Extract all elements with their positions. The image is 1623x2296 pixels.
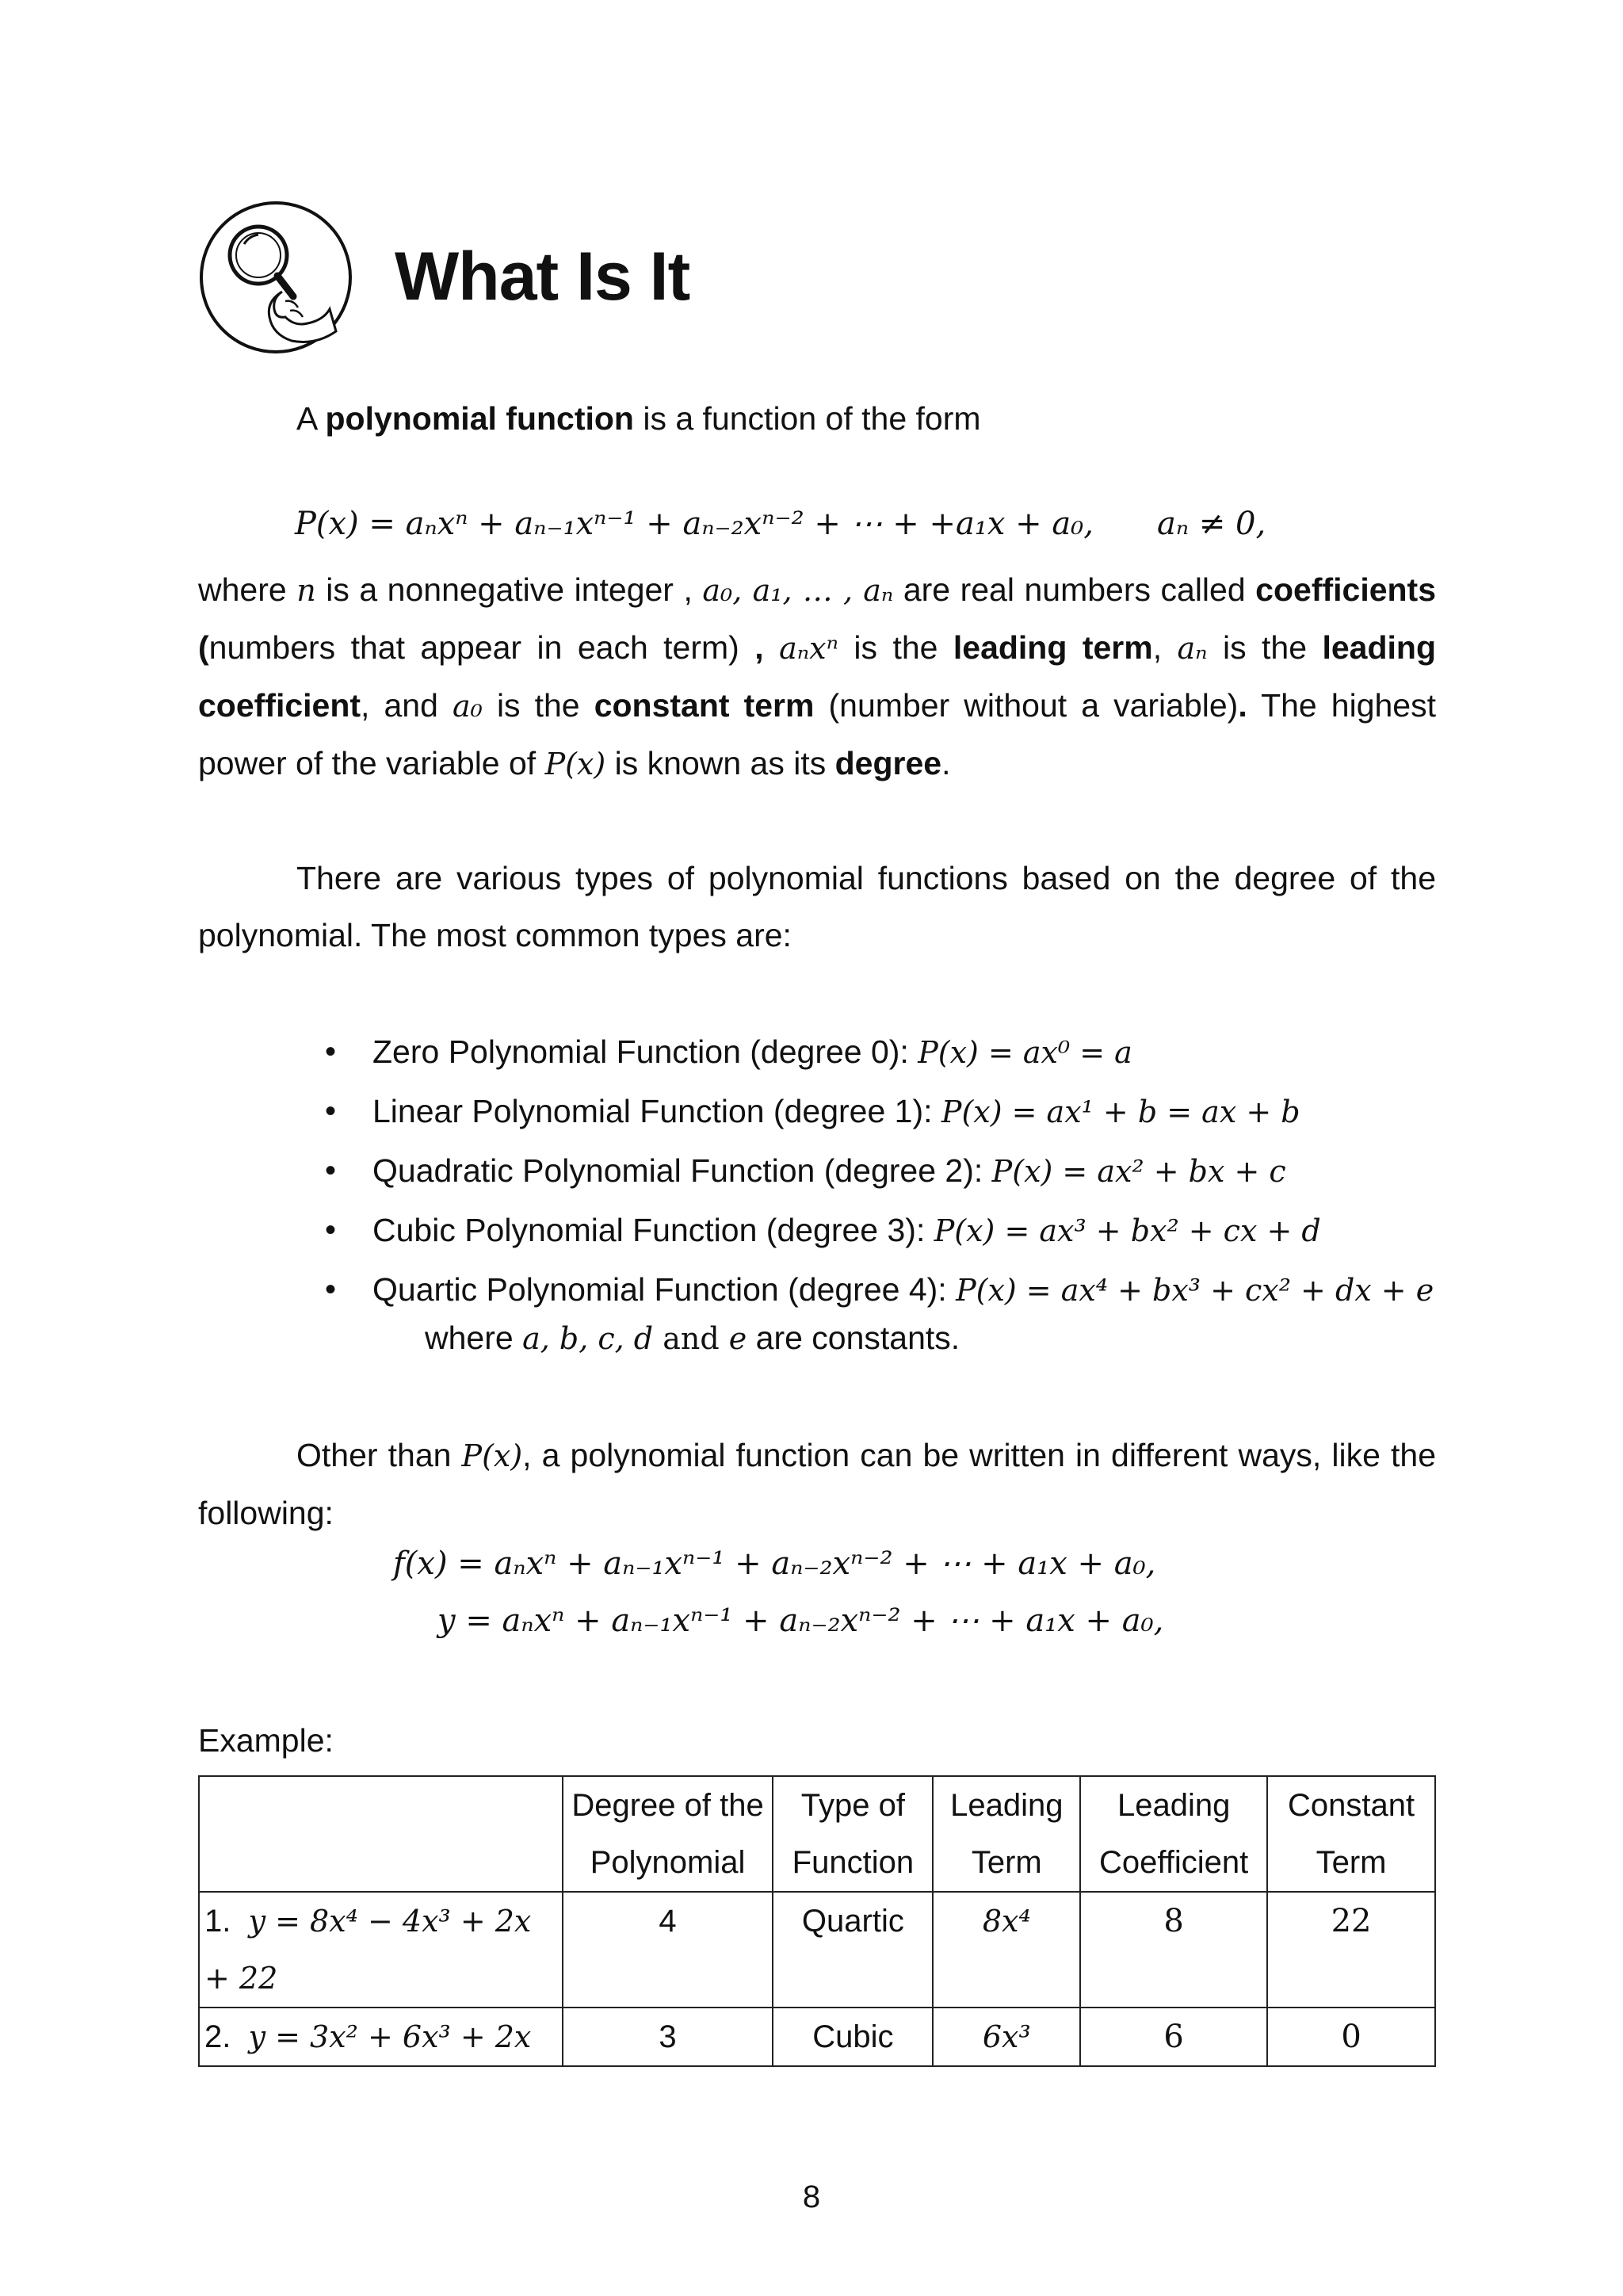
- type-label: Quartic Polynomial Function (degree 4):: [372, 1271, 957, 1308]
- definition-text: ,: [1152, 629, 1178, 666]
- row-expression: y = 3x² + 6x³ + 2x: [248, 2019, 532, 2054]
- math-leading-term: aₙxⁿ: [779, 631, 838, 666]
- table-cell-leading-term: 8x⁴: [933, 1892, 1080, 2008]
- table-cell-type: Cubic: [773, 2008, 933, 2066]
- type-formula: P(x) = ax¹ + b = ax + b: [941, 1095, 1300, 1129]
- table-header-cell: Type of Function: [773, 1776, 933, 1892]
- table-row: [199, 1892, 1435, 2008]
- table-cell-degree: 4: [563, 1892, 773, 2008]
- intro-paragraph: [198, 390, 1436, 447]
- term-leading-term: leading term: [953, 629, 1153, 666]
- note-text: are constants.: [747, 1320, 960, 1356]
- list-item: [325, 1141, 1434, 1201]
- definition-text: is a nonnegative integer ,: [315, 571, 703, 608]
- definition-text: .: [941, 745, 951, 781]
- definition-text: The highest power of the variable of: [198, 687, 1436, 781]
- math-coefficients-list: a₀, a₁, … , aₙ: [702, 573, 894, 608]
- term-constant-term: constant term: [594, 687, 815, 724]
- row-expression: y = 8x⁴ − 4x³ + 2x + 22: [204, 1904, 532, 1996]
- definition-text: is the: [1207, 629, 1323, 666]
- constants-note: [425, 1320, 960, 1357]
- math-constants: a, b, c, d: [522, 1321, 654, 1356]
- definition-period: .: [1238, 687, 1247, 724]
- y-notation-form: y = aₙxⁿ + aₙ₋₁xⁿ⁻¹ + aₙ₋₂xⁿ⁻² + ⋯ + a₁x + a₀,: [437, 1603, 1164, 1639]
- math-an: aₙ: [1177, 631, 1208, 666]
- example-table: [198, 1775, 1436, 2067]
- type-formula: P(x) = ax² + bx + c: [991, 1154, 1286, 1189]
- definition-text: [764, 629, 779, 666]
- type-formula: P(x) = ax⁴ + bx³ + cx² + dx + e: [956, 1273, 1434, 1308]
- math-n: n: [296, 573, 316, 608]
- table-header-cell: [199, 1776, 563, 1892]
- math-px: P(x): [461, 1438, 523, 1473]
- list-item: [325, 1201, 1434, 1260]
- table-header-cell: Degree of the Polynomial: [563, 1776, 773, 1892]
- table-cell-leading-coefficient: 6: [1080, 2008, 1267, 2066]
- table-cell-type: Quartic: [773, 1892, 933, 2008]
- table-cell-leading-term: 6x³: [933, 2008, 1080, 2066]
- definition-paren: (: [198, 629, 209, 666]
- page-number: 8: [802, 2179, 821, 2214]
- type-label: Zero Polynomial Function (degree 0):: [372, 1033, 918, 1070]
- row-number: 2.: [204, 2019, 231, 2054]
- table-header-cell: Leading Term: [933, 1776, 1080, 1892]
- table-row: [199, 2008, 1435, 2066]
- table-cell-degree: 3: [563, 2008, 773, 2066]
- list-item: [325, 1022, 1434, 1082]
- type-formula: P(x) = ax³ + bx² + cx + d: [934, 1213, 1321, 1248]
- example-label: Example:: [198, 1722, 334, 1759]
- magnifying-glass-icon: [197, 198, 355, 357]
- table-cell-expression: [199, 2008, 563, 2066]
- type-label: Linear Polynomial Function (degree 1):: [372, 1093, 941, 1129]
- intro-text-tail: is a function of the form: [633, 400, 981, 437]
- list-item: [325, 1260, 1434, 1320]
- leading-coefficient-condition: aₙ ≠ 0,: [1157, 506, 1266, 542]
- term-degree: degree: [834, 745, 942, 781]
- note-and: and: [653, 1321, 729, 1356]
- definition-text: is the: [838, 629, 953, 666]
- definition-text: where: [198, 571, 297, 608]
- definition-comma: ,: [754, 629, 764, 666]
- math-e: e: [728, 1321, 747, 1356]
- table-cell-expression: [199, 1892, 563, 2008]
- note-text: where: [425, 1320, 523, 1356]
- math-a0: a₀: [452, 689, 483, 724]
- function-notation-form: f(x) = aₙxⁿ + aₙ₋₁xⁿ⁻¹ + aₙ₋₂xⁿ⁻² + ⋯ + a₁x + a₀,: [393, 1545, 1156, 1582]
- other-forms-text: Other than: [296, 1437, 462, 1473]
- term-coefficients: coefficients: [1255, 571, 1437, 608]
- definition-text: is known as its: [605, 745, 835, 781]
- table-cell-constant-term: 0: [1267, 2008, 1435, 2066]
- page-title: What Is It: [395, 239, 690, 315]
- other-forms-paragraph: [198, 1427, 1436, 1541]
- table-header-row: [199, 1776, 1435, 1892]
- definition-text: numbers that appear in each term): [208, 629, 755, 666]
- math-px: P(x): [544, 747, 606, 781]
- type-label: Quadratic Polynomial Function (degree 2):: [372, 1152, 992, 1189]
- table-cell-constant-term: 22: [1267, 1892, 1435, 2008]
- term-leading-coefficient: leading coefficient: [198, 629, 1436, 724]
- other-forms-text: , a polynomial function can be written in different ways, like the following:: [198, 1437, 1437, 1531]
- term-polynomial-function: polynomial function: [325, 400, 634, 437]
- type-label: Cubic Polynomial Function (degree 3):: [372, 1212, 934, 1248]
- polynomial-types-list: [325, 1022, 1434, 1320]
- definition-paragraph: [198, 561, 1436, 793]
- table-header-cell: Leading Coefficient: [1080, 1776, 1267, 1892]
- row-number: 1.: [204, 1904, 231, 1939]
- polynomial-general-formula: P(x) = aₙxⁿ + aₙ₋₁xⁿ⁻¹ + aₙ₋₂xⁿ⁻² + ⋯ + +a₁x + a₀,: [295, 506, 1094, 542]
- definition-text: are real numbers called: [893, 571, 1256, 608]
- table-header-cell: Constant Term: [1267, 1776, 1435, 1892]
- definition-text: is the: [482, 687, 594, 724]
- table-cell-leading-coefficient: 8: [1080, 1892, 1267, 2008]
- intro-text-lead: A: [296, 400, 326, 437]
- type-formula: P(x) = ax⁰ = a: [918, 1035, 1132, 1070]
- definition-text: , and: [361, 687, 453, 724]
- definition-text: (number without a variable): [814, 687, 1239, 724]
- list-item: [325, 1082, 1434, 1141]
- types-intro-paragraph: There are various types of polynomial functions based on the degree of the polynomial. The most common types are:: [198, 860, 1436, 953]
